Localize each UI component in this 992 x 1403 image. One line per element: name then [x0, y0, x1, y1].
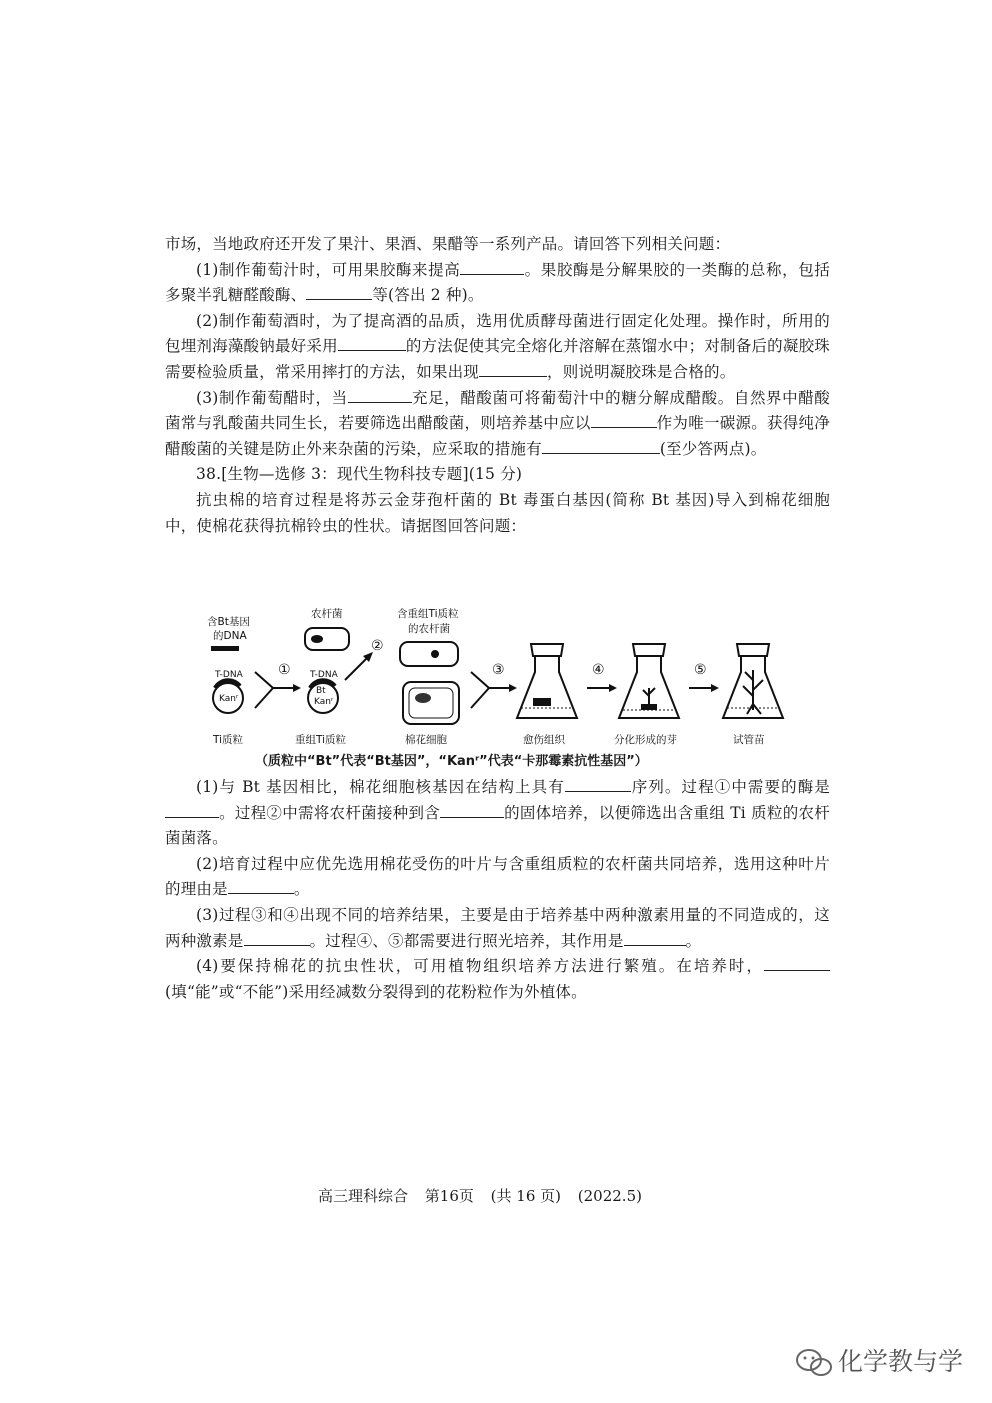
agrobacterium-nucleoid	[311, 635, 323, 643]
step-4-label: ④	[592, 662, 605, 678]
step-5-label: ⑤	[694, 662, 707, 678]
bud-label: 分化形成的芽	[614, 734, 677, 746]
seedling-label: 试管苗	[733, 734, 765, 746]
step-3-label: ③	[492, 662, 505, 678]
footer-date: (2022.5)	[577, 1187, 642, 1205]
recombinant-agro-label-line1: 含重组Ti质粒	[397, 608, 459, 620]
watermark-text: 化学教与学	[838, 1347, 964, 1376]
question-38-body	[165, 775, 830, 1005]
flask-3-cap	[737, 644, 769, 656]
step-2-label: ②	[371, 638, 384, 654]
q37-intro: 市场，当地政府还开发了果汁、果酒、果醋等一系列产品。请回答下列相关问题：	[165, 235, 731, 253]
bud-shoot	[643, 688, 655, 706]
gene-transfer-diagram	[195, 600, 795, 775]
q37-part2: (2)制作葡萄酒时，为了提高酒的品质，选用优质酵母菌进行固定化处理。操作时，所用的包埋剂海藻酸钠最好采用 的方法促使其完全熔化并溶解在蒸馏水中；对制备后的凝胶珠需要检验质量，常采用摔打的方法，如果出现 ，则说明凝胶珠是合格的。	[165, 311, 831, 381]
q38-part3: (3)过程③和④出现不同的培养结果，主要是由于培养基中两种激素用量的不同造成的，这两种激素是 。过程④、⑤都需要进行照光培养，其作用是 。	[165, 905, 830, 950]
kan-label-1: Kanʳ	[219, 694, 239, 704]
ti-plasmid-label: Ti质粒	[213, 734, 244, 746]
cotton-cell-nucleus	[415, 693, 431, 703]
q37-part3: (3)制作葡萄醋时，当 充足，醋酸菌可将葡萄汁中的糖分解成醋酸。自然界中醋酸菌常与乳酸菌共同生长，若要筛选出醋酸菌，则培养基中应以 作为唯一碳源。获得纯净醋酸菌的关键是防止外来杂菌的污染，应采取的措施有 (至少答两点)。	[165, 388, 831, 458]
recombinant-ti-label: 重组Ti质粒	[295, 734, 347, 746]
flask-1	[517, 656, 577, 718]
footer-page: 第16页	[424, 1187, 474, 1205]
callus-mass	[533, 698, 551, 706]
q38-intro: 抗虫棉的培育过程是将苏云金芽孢杆菌的 Bt 毒蛋白基因(简称 Bt 基因)导入到棉花细胞中，使棉花获得抗棉铃虫的性状。请据图回答问题：	[165, 490, 830, 535]
recombinant-agrobacterium-cell	[400, 642, 458, 666]
q38-part4: (4)要保持棉花的抗虫性状，可用植物组织培养方法进行繁殖。在培养时，(填“能”或“不能”)采用经减数分裂得到的花粉粒作为外植体。	[165, 954, 830, 1005]
q38-part2: (2)培育过程中应优先选用棉花受伤的叶片与含重组质粒的农杆菌共同培养，选用这种叶片的理由是 。	[165, 854, 830, 899]
cotton-cell-label: 棉花细胞	[405, 734, 447, 746]
step-1-label: ①	[278, 662, 291, 678]
bt-dna-fragment	[211, 646, 239, 651]
seedling-plant	[743, 670, 763, 714]
recombinant-agrobacterium-dot	[431, 650, 439, 658]
merge-lines-3	[471, 672, 489, 708]
kan-label-2: Kanʳ	[314, 697, 334, 707]
merge-lines-1	[255, 672, 273, 708]
arrow-4-head	[609, 684, 617, 692]
bud-base	[641, 704, 657, 710]
tdna-label-1: T-DNA	[215, 670, 243, 680]
diagram-caption: （质粒中“Bt”代表“Bt基因”，“Kanʳ”代表“卡那霉素抗性基因”）	[255, 754, 648, 769]
dna-label-line2: 的DNA	[213, 630, 247, 642]
q38-heading: 38.[生物—选修 3：现代生物科技专题](15 分)	[196, 465, 523, 484]
arrow-5-head	[711, 684, 719, 692]
question-37-body	[165, 232, 830, 539]
arrow-3-head	[509, 684, 517, 692]
flask-1-cap	[531, 644, 563, 656]
q37-part1: (1)制作葡萄汁时，可用果胶酶来提高 。果胶酶是分解果胶的一类酶的总称，包括多聚半乳糖醛酸酶、 等(答出 2 种)。	[165, 260, 830, 305]
page-footer	[318, 1185, 654, 1206]
arrow-1-head	[293, 684, 301, 692]
q38-part1: (1)与 Bt 基因相比，棉花细胞核基因在结构上具有 序列。过程①中需要的酶是。过程②中需将农杆菌接种到含 的固体培养，以便筛选出含重组 Ti 质粒的农杆菌菌落。	[165, 778, 830, 848]
arrow-2-line	[345, 658, 367, 680]
cotton-cell-inner	[409, 688, 453, 718]
recombinant-agro-label-line2: 的农杆菌	[408, 623, 450, 635]
footer-total: (共 16 页)	[490, 1187, 561, 1205]
wechat-icon	[795, 1347, 835, 1379]
footer-subject: 高三理科综合	[318, 1187, 409, 1205]
flask-2-cap	[633, 644, 665, 656]
callus-label: 愈伤组织	[523, 734, 565, 746]
bt-label: Bt	[316, 686, 326, 696]
dna-label-line1: 含Bt基因	[207, 616, 250, 628]
tdna-label-2: T-DNA	[310, 670, 338, 680]
agrobacterium-label: 农杆菌	[311, 608, 343, 620]
